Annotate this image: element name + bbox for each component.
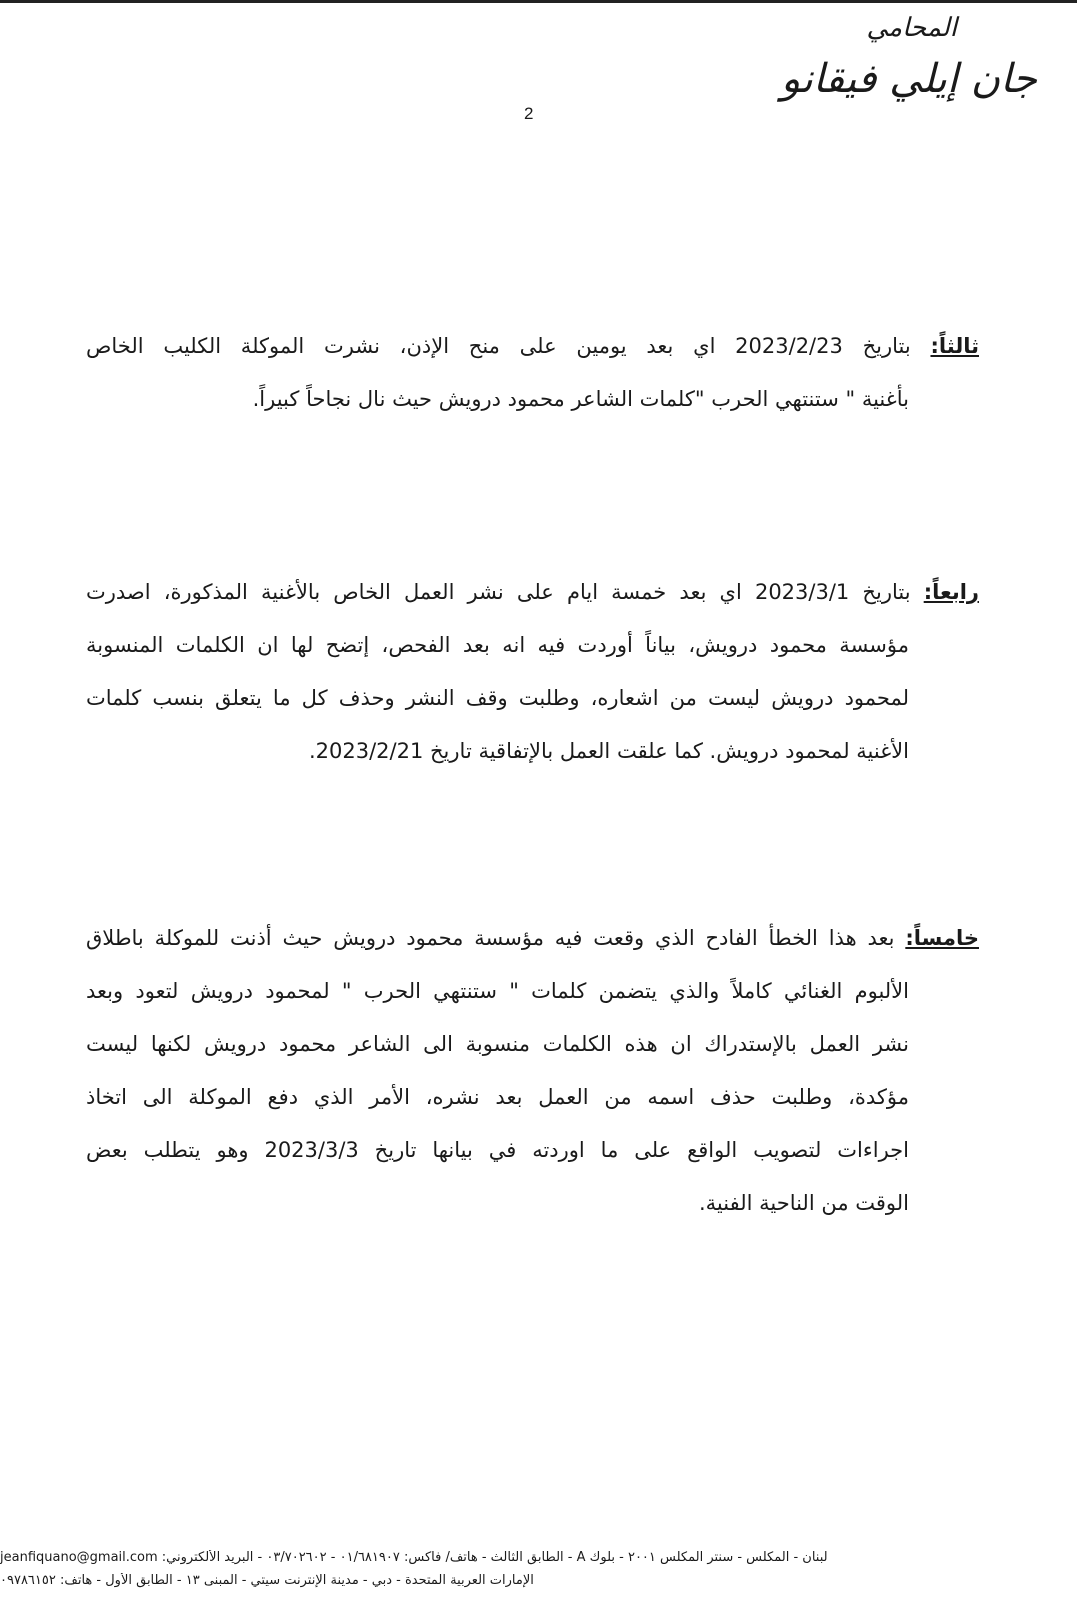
paragraph-line: بأغنية " ستنتهي الحرب "كلمات الشاعر محمود درويش حيث نال نجاحاً كبيراً. [252,387,909,411]
letterhead-name: جان إيلي فيقانو [781,55,1037,102]
paragraph-line: الأغنية لمحمود درويش. كما علقت العمل بالإتفاقية تاريخ 2023/2/21. [308,739,909,763]
footer-address-uae: الإمارات العربية المتحدة - دبي - مدينة الإنترنت سيتي - المبنى ١٣ - الطابق الأول - هاتف: ٠٩٧٨٦١٥٢ [0,1573,534,1588]
paragraph-line: نشر العمل بالإستدراك ان هذه الكلمات منسوبة الى الشاعر محمود درويش لكنها ليست [86,1032,909,1056]
section-fifth [86,912,979,1230]
paragraph-line: اجراءات لتصويب الواقع على ما اوردته في بيانها تاريخ 2023/3/3 وهو يتطلب بعض [86,1138,909,1162]
paragraph-text: بتاريخ 2023/2/23 اي بعد يومين على منح الإذن، نشرت الموكلة الكليب الخاص [86,334,911,358]
paragraph-line: مؤسسة محمود درويش، بياناً أوردت فيه انه بعد الفحص، إتضح لها ان الكلمات المنسوبة [86,633,909,657]
letterhead-title: المحامي [866,13,957,43]
letterhead [717,14,1037,103]
paragraph-line [86,320,979,373]
paragraph-line: مؤكدة، وطلبت حذف اسمه من العمل بعد نشره، الأمر الذي دفع الموكلة الى اتخاذ [86,1085,909,1109]
section-third [86,320,979,426]
paragraph-line: لمحمود درويش ليست من اشعاره، وطلبت وقف النشر وحذف كل ما يتعلق بنسب كلمات [86,686,909,710]
section-label: ثالثاً: [930,334,979,358]
paragraph-line: الوقت من الناحية الفنية. [698,1191,909,1215]
footer-address-lebanon: لبنان - المكلس - سنتر المكلس ٢٠٠١ - بلوك A - الطابق الثالث - هاتف/ فاكس: ٠١/٦٨١٩٠٧ - ٠٣/٧٠٢٦٠٢ - البريد الألكتروني: jeanfiquano@gmail.com [0,1550,828,1565]
section-fourth [86,566,979,778]
paragraph-line: الألبوم الغنائي كاملاً والذي يتضمن كلمات " ستنتهي الحرب " لمحمود درويش لتعود وبعد [86,979,909,1003]
section-label: خامساً: [905,926,979,950]
paragraph-text: بتاريخ 2023/3/1 اي بعد خمسة ايام على نشر العمل الخاص بالأغنية المذكورة، اصدرت [86,580,911,604]
paragraph-line [86,912,979,965]
top-border-rule [0,0,1077,3]
page-number: 2 [524,104,534,123]
paragraph-text: بعد هذا الخطأ الفادح الذي وقعت فيه مؤسسة محمود درويش حيث أذنت للموكلة باطلاق [86,926,895,950]
paragraph-line [86,566,979,619]
section-label: رابعاً: [923,580,979,604]
